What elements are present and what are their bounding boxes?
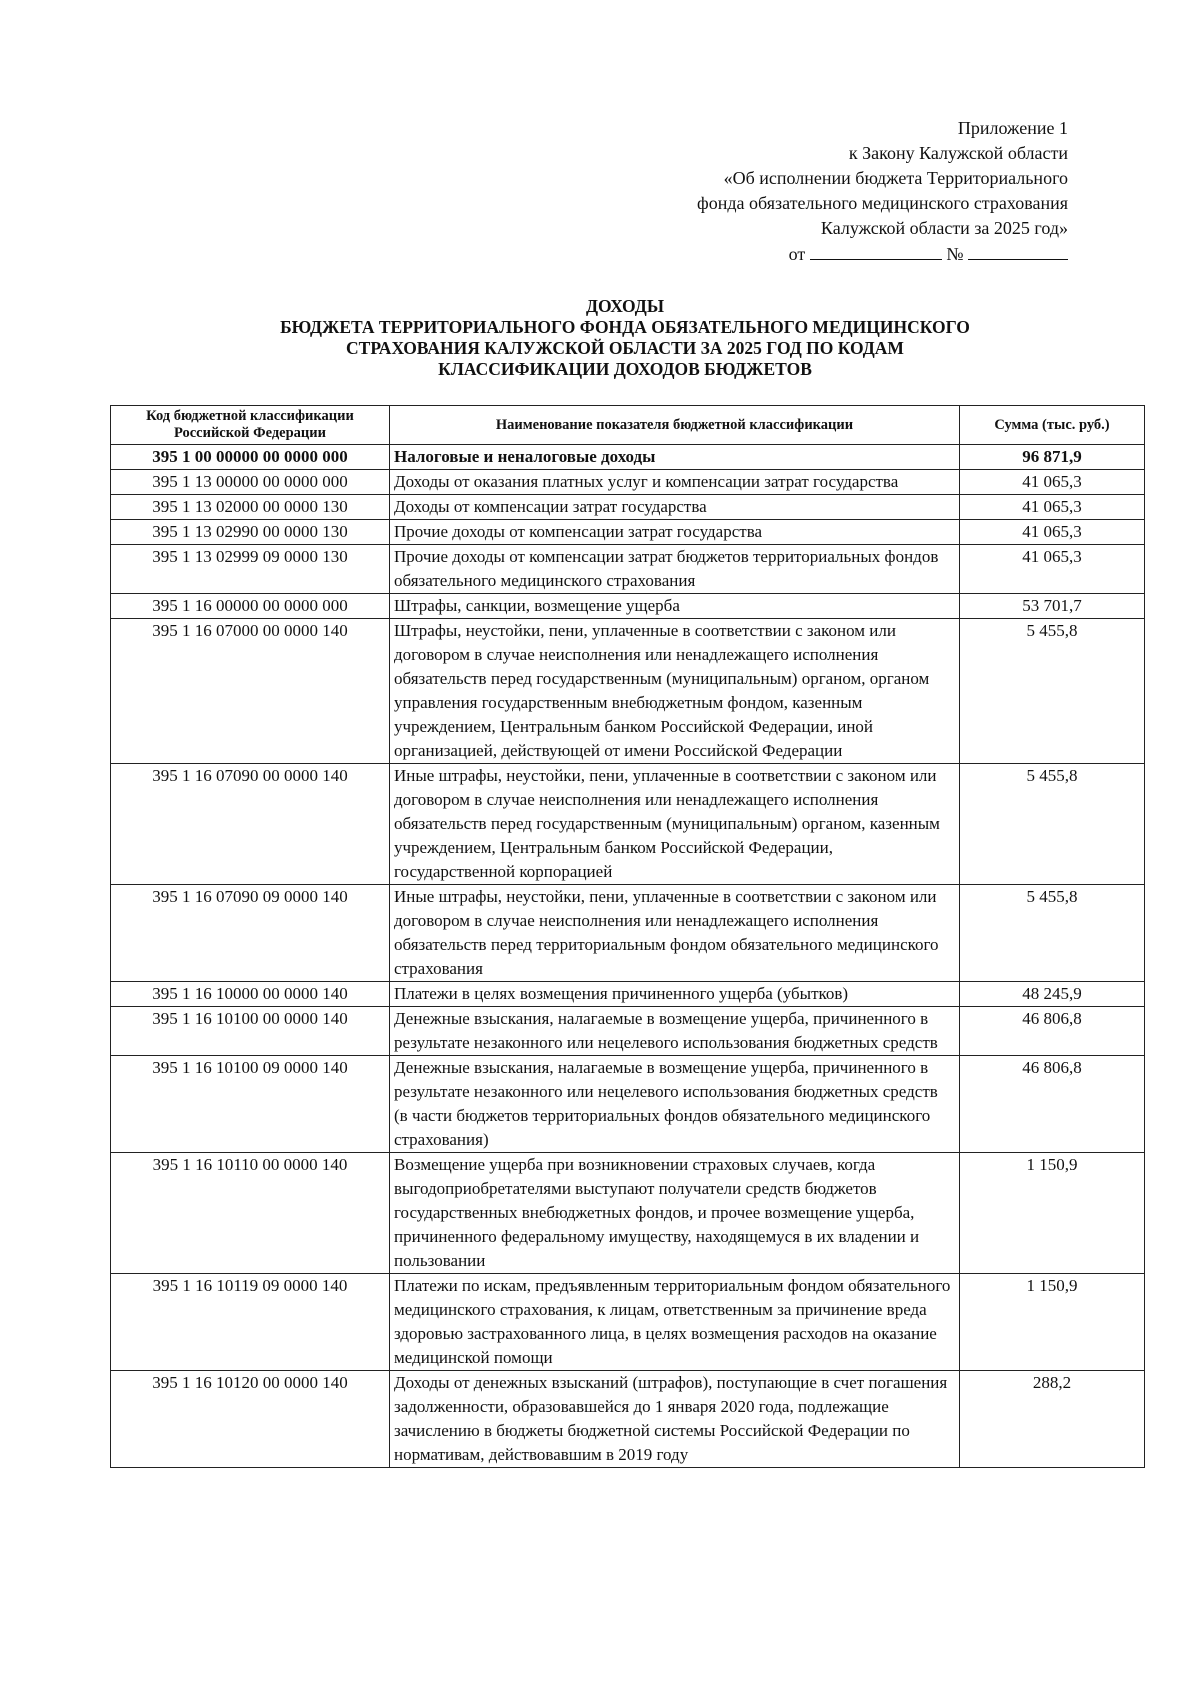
income-table [110,405,1145,1468]
row-code: 395 1 13 02000 00 0000 130 [111,495,390,520]
document-title [110,296,1140,380]
date-blank [810,241,942,260]
title-line: СТРАХОВАНИЯ КАЛУЖСКОЙ ОБЛАСТИ ЗА 2025 ГОД ПО КОДАМ [346,338,904,358]
table-row [111,1007,1145,1056]
row-name: Штрафы, санкции, возмещение ущерба [390,594,960,619]
row-name: Прочие доходы от компенсации затрат бюджетов территориальных фондов обязательного медицинского страхования [390,545,960,594]
appendix-line: к Закону Калужской области [848,143,1068,163]
appendix-line: «Об исполнении бюджета Территориального [723,168,1068,188]
row-name: Прочие доходы от компенсации затрат государства [390,520,960,545]
table-row [111,445,1145,470]
row-code: 395 1 16 00000 00 0000 000 [111,594,390,619]
table-row [111,520,1145,545]
row-sum: 46 806,8 [960,1007,1145,1056]
appendix-line: Калужской области за 2025 год» [820,218,1068,238]
row-sum: 5 455,8 [960,764,1145,885]
row-code: 395 1 16 10000 00 0000 140 [111,982,390,1007]
row-sum: 46 806,8 [960,1056,1145,1153]
table-body [111,445,1145,1468]
table-row [111,764,1145,885]
row-code: 395 1 16 10119 09 0000 140 [111,1274,390,1371]
title-line: ДОХОДЫ [586,296,664,316]
row-sum: 41 065,3 [960,495,1145,520]
row-code: 395 1 13 00000 00 0000 000 [111,470,390,495]
row-code: 395 1 16 07090 09 0000 140 [111,885,390,982]
row-name: Платежи в целях возмещения причиненного ущерба (убытков) [390,982,960,1007]
row-name: Платежи по искам, предъявленным территориальным фондом обязательного медицинского страхования, к лицам, ответственным за причинение вреда здоровью застрахованного лица, в целях возмещения расходов на оказание медицинской помощи [390,1274,960,1371]
row-code: 395 1 16 10100 09 0000 140 [111,1056,390,1153]
from-label: от [788,244,806,264]
table-row [111,885,1145,982]
table-header-row [111,406,1145,445]
header-name: Наименование показателя бюджетной классификации [390,406,960,445]
row-sum: 41 065,3 [960,470,1145,495]
number-blank [968,241,1068,260]
row-name: Иные штрафы, неустойки, пени, уплаченные в соответствии с законом или договором в случае неисполнения или ненадлежащего исполнения обязательств перед государственным (муниципальным) органом, казенным учреждением, Центральным банком Российской Федерации, государственной корпорацией [390,764,960,885]
number-label: № [946,244,964,264]
row-name: Доходы от компенсации затрат государства [390,495,960,520]
table-row [111,495,1145,520]
row-sum: 5 455,8 [960,619,1145,764]
row-name: Иные штрафы, неустойки, пени, уплаченные в соответствии с законом или договором в случае неисполнения или ненадлежащего исполнения обязательств перед территориальным фондом обязательного медицинского страхования [390,885,960,982]
row-sum: 48 245,9 [960,982,1145,1007]
header-sum: Сумма (тыс. руб.) [960,406,1145,445]
table-row [111,1153,1145,1274]
row-name: Доходы от денежных взысканий (штрафов), поступающие в счет погашения задолженности, образовавшейся до 1 января 2020 года, подлежащие зачислению в бюджеты бюджетной системы Российской Федерации по нормативам, действовавшим в 2019 году [390,1371,960,1468]
appendix-line: фонда обязательного медицинского страхования [697,193,1068,213]
row-name: Налоговые и неналоговые доходы [390,445,960,470]
row-code: 395 1 16 07000 00 0000 140 [111,619,390,764]
row-sum: 41 065,3 [960,520,1145,545]
row-sum: 41 065,3 [960,545,1145,594]
row-code: 395 1 13 02999 09 0000 130 [111,545,390,594]
row-sum: 53 701,7 [960,594,1145,619]
row-sum: 96 871,9 [960,445,1145,470]
row-code: 395 1 16 10120 00 0000 140 [111,1371,390,1468]
title-line: КЛАССИФИКАЦИИ ДОХОДОВ БЮДЖЕТОВ [438,359,812,379]
table-row [111,545,1145,594]
appendix-date-number-line [697,241,1068,267]
table-row [111,619,1145,764]
row-sum: 1 150,9 [960,1153,1145,1274]
header-code: Код бюджетной классификации Российской Федерации [111,406,390,445]
row-name: Возмещение ущерба при возникновении страховых случаев, когда выгодоприобретателями выступают получатели средств бюджетов государственных внебюджетных фондов, и прочее возмещение ущерба, причиненного федеральному имуществу, находящемуся в их владении и пользовании [390,1153,960,1274]
table-row [111,594,1145,619]
row-sum: 5 455,8 [960,885,1145,982]
table-row [111,1371,1145,1468]
table-row [111,1056,1145,1153]
appendix-line: Приложение 1 [957,118,1068,138]
row-code: 395 1 16 07090 00 0000 140 [111,764,390,885]
row-code: 395 1 16 10100 00 0000 140 [111,1007,390,1056]
table-row [111,470,1145,495]
row-name: Денежные взыскания, налагаемые в возмещение ущерба, причиненного в результате незаконного или нецелевого использования бюджетных средств (в части бюджетов территориальных фондов обязательного медицинского страхования) [390,1056,960,1153]
row-name: Денежные взыскания, налагаемые в возмещение ущерба, причиненного в результате незаконного или нецелевого использования бюджетных средств [390,1007,960,1056]
title-line: БЮДЖЕТА ТЕРРИТОРИАЛЬНОГО ФОНДА ОБЯЗАТЕЛЬНОГО МЕДИЦИНСКОГО [280,317,970,337]
row-name: Штрафы, неустойки, пени, уплаченные в соответствии с законом или договором в случае неисполнения или ненадлежащего исполнения обязательств перед государственным (муниципальным) органом, органом управления государственным внебюджетным фондом, казенным учреждением, Центральным банком Российской Федерации, иной организацией, действующей от имени Российской Федерации [390,619,960,764]
table-row [111,982,1145,1007]
row-name: Доходы от оказания платных услуг и компенсации затрат государства [390,470,960,495]
row-code: 395 1 16 10110 00 0000 140 [111,1153,390,1274]
appendix-block [697,116,1068,267]
row-code: 395 1 13 02990 00 0000 130 [111,520,390,545]
row-sum: 288,2 [960,1371,1145,1468]
row-code: 395 1 00 00000 00 0000 000 [111,445,390,470]
table-row [111,1274,1145,1371]
row-sum: 1 150,9 [960,1274,1145,1371]
